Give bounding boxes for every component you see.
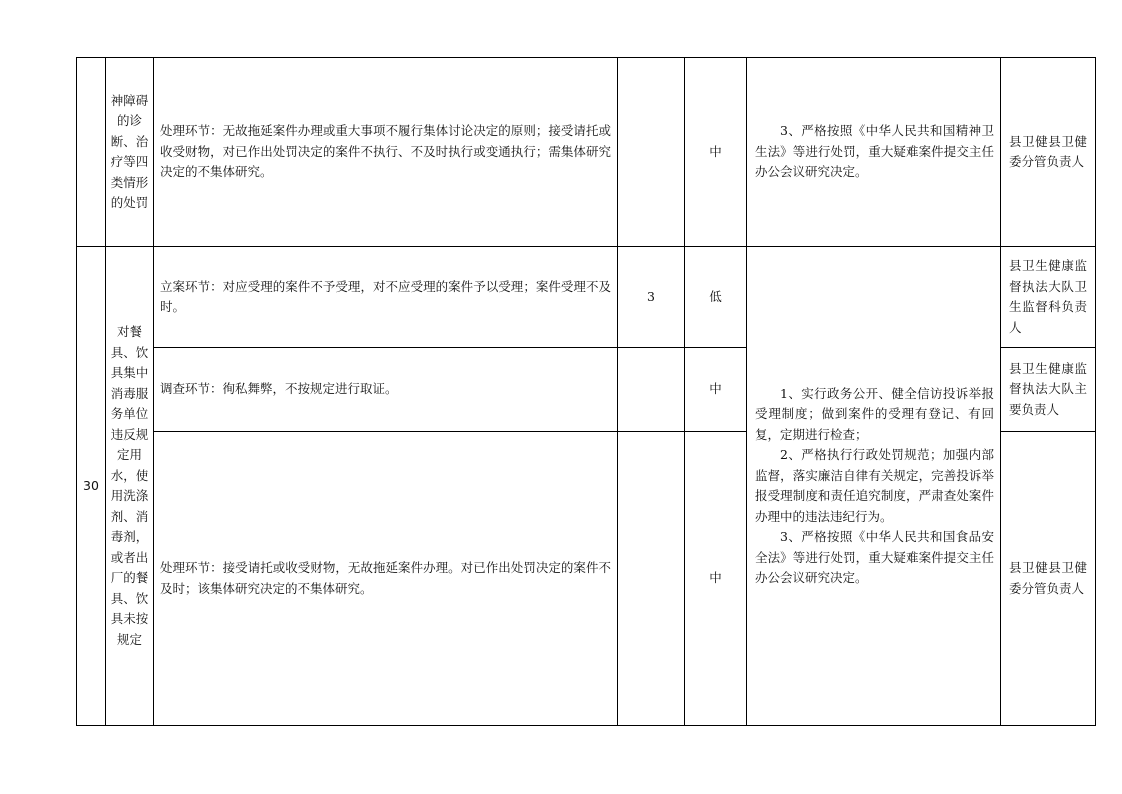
level-cell-filing (685, 247, 747, 348)
responsible-person-investigation: 县卫生健康监督执法大队主要负责人 (1009, 360, 1087, 417)
risk-text-filing: 立案环节：对应受理的案件不予受理，对不应受理的案件予以受理；案件受理不及时。 (160, 278, 611, 314)
risk-cell-investigation (154, 348, 618, 432)
person-cell-investigation (1001, 348, 1096, 432)
prev-risk-cell (154, 58, 618, 247)
prev-measure-text: 3、严格按照《中华人民共和国精神卫生法》等进行处罚，重大疑难案件提交主任办公会议研究决定。 (755, 123, 994, 180)
prev-level-cell (685, 58, 747, 247)
prev-number-cell (77, 58, 106, 247)
risk-control-table (76, 57, 1096, 726)
measure-1: 1、实行政务公开、健全信访投诉举报受理制度；做到案件的受理有登记、有回复，定期进行检查； (755, 385, 994, 442)
num-cell-handling (618, 432, 685, 726)
item-name: 对餐具、饮具集中消毒服务单位违反规定用水，使用洗涤剂、消毒剂，或者出厂的餐具、饮具未按规定 (110, 324, 149, 647)
num-cell-investigation (618, 348, 685, 432)
person-cell-filing (1001, 247, 1096, 348)
item-number-cell (77, 247, 106, 726)
num-cell-filing (618, 247, 685, 348)
table-row-30-filing (77, 247, 1096, 348)
prev-responsible-person: 县卫健县卫健委分管负责人 (1009, 133, 1087, 169)
measure-3: 3、严格按照《中华人民共和国食品安全法》等进行处罚，重大疑难案件提交主任办公会议研究决定。 (755, 529, 994, 585)
prev-item-name-cell (106, 58, 154, 247)
risk-count: 3 (647, 288, 655, 304)
risk-cell-filing (154, 247, 618, 348)
prev-risk-level: 中 (709, 143, 722, 159)
risk-level-investigation: 中 (709, 381, 722, 397)
measure-2: 2、严格执行行政处罚规范；加强内部监督，落实廉洁自律有关规定，完善投诉举报受理制度和责任追究制度，严肃查处案件办理中的违法违纪行为。 (755, 447, 994, 524)
risk-text-handling: 处理环节：接受请托或收受财物，无故拖延案件办理。对已作出处罚决定的案件不及时；该集体研究决定的不集体研究。 (160, 560, 611, 596)
item-number: 30 (83, 477, 99, 493)
measures-cell (747, 247, 1001, 726)
table-row-prev-handle (77, 58, 1096, 247)
risk-cell-handling (154, 432, 618, 726)
prev-risk-text: 处理环节：无故拖延案件办理或重大事项不履行集体讨论决定的原则；接受请托或收受财物，对已作出处罚决定的案件不执行、不及时执行或变通执行；需集体研究决定的不集体研究。 (160, 123, 611, 180)
risk-level-filing: 低 (709, 288, 722, 304)
prev-num-cell (618, 58, 685, 247)
item-name-cell (106, 247, 154, 726)
prev-measure-cell (747, 58, 1001, 247)
level-cell-investigation (685, 348, 747, 432)
level-cell-handling (685, 432, 747, 726)
prev-person-cell (1001, 58, 1096, 247)
person-cell-handling (1001, 432, 1096, 726)
risk-level-handling: 中 (709, 570, 722, 586)
risk-text-investigation: 调查环节：徇私舞弊，不按规定进行取证。 (160, 381, 398, 397)
responsible-person-filing: 县卫生健康监督执法大队卫生监督科负责人 (1009, 258, 1087, 335)
prev-item-name: 神障碍的诊断、治疗等四类情形的处罚 (110, 92, 149, 210)
responsible-person-handling: 县卫健县卫健委分管负责人 (1009, 560, 1087, 596)
